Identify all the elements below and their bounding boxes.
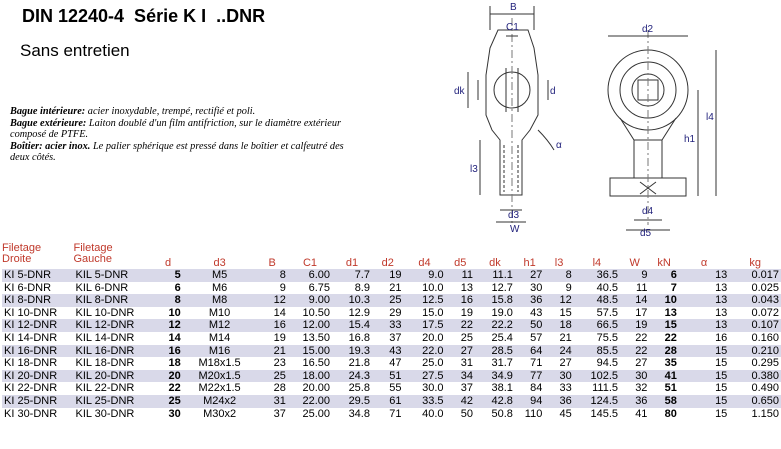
- table-cell: 15: [715, 357, 728, 370]
- dim-d2-label: d2: [642, 24, 654, 35]
- table-cell: M6: [211, 281, 228, 294]
- table-cell: 15: [679, 345, 729, 358]
- table-cell: 15: [649, 319, 678, 332]
- table-cell: 19: [460, 306, 473, 319]
- table-cell: 22: [168, 382, 181, 395]
- table-cell: 0.107: [729, 319, 781, 332]
- table-cell: 13: [664, 306, 677, 319]
- table-cell: 0.072: [751, 306, 779, 319]
- table-cell: 43: [530, 306, 543, 319]
- table-cell: 34.9: [475, 370, 515, 383]
- table-cell: 31: [460, 357, 473, 370]
- table-row: [2, 294, 781, 307]
- table-cell: KI 25-DNR: [2, 395, 73, 408]
- table-cell: 38.1: [491, 382, 513, 395]
- table-cell: M12: [183, 319, 257, 332]
- table-cell: 24: [544, 345, 573, 358]
- table-cell: 0.160: [751, 331, 779, 344]
- table-cell: 80: [664, 407, 677, 420]
- table-cell: 11: [446, 269, 475, 282]
- table-cell: 22.2: [475, 319, 515, 332]
- table-cell: M24x2: [183, 395, 257, 408]
- table-cell: 16: [256, 319, 288, 332]
- table-cell: 33: [559, 382, 572, 395]
- table-cell: 10.50: [302, 306, 331, 319]
- table-cell: 30.0: [422, 382, 444, 395]
- table-cell: 37: [460, 382, 473, 395]
- dim-l3-label: l3: [470, 164, 478, 175]
- table-cell: 40.0: [422, 407, 444, 420]
- table-cell: 6.00: [288, 269, 332, 282]
- table-cell: KIL 10-DNR: [75, 306, 135, 319]
- table-cell: 12: [153, 319, 182, 332]
- table-cell: M20x1.5: [183, 370, 257, 383]
- table-cell: 21: [559, 331, 572, 344]
- table-cell: 55: [389, 382, 402, 395]
- table-cell: 21: [256, 345, 288, 358]
- table-cell: 16: [446, 294, 475, 307]
- column-header: d1: [345, 257, 359, 269]
- table-cell: 13: [679, 269, 729, 282]
- table-cell: 23: [273, 357, 286, 370]
- table-row: [2, 282, 781, 295]
- table-cell: M16: [183, 345, 257, 358]
- table-cell: 8: [153, 294, 182, 307]
- table-row: [2, 332, 781, 345]
- table-cell: 0.650: [729, 395, 781, 408]
- table-cell: 25.4: [491, 331, 513, 344]
- table-cell: 47: [389, 357, 402, 370]
- table-cell: 8: [256, 269, 288, 282]
- table-cell: 11: [636, 281, 648, 294]
- table-cell: 50: [460, 407, 473, 420]
- table-cell: 25: [153, 395, 182, 408]
- table-cell: 10: [649, 294, 678, 307]
- table-cell: 51: [372, 370, 404, 383]
- table-row: [2, 370, 781, 383]
- table-cell: KI 14-DNR: [4, 331, 58, 344]
- dim-l4-label: l4: [706, 112, 714, 123]
- table-cell: 22: [664, 331, 677, 344]
- table-cell: 36: [515, 294, 544, 307]
- table-cell: M10: [208, 306, 231, 319]
- table-cell: 19.0: [491, 306, 513, 319]
- table-cell: KI 18-DNR: [4, 357, 58, 370]
- table-cell: 15.4: [332, 319, 372, 332]
- table-cell: 0.017: [729, 269, 781, 282]
- table-cell: M18x1.5: [198, 357, 241, 370]
- column-header: d3: [213, 257, 226, 269]
- table-cell: 27: [446, 345, 475, 358]
- table-cell: 77: [515, 370, 544, 383]
- table-header-row: [2, 242, 781, 269]
- table-cell: 85.5: [574, 345, 620, 358]
- table-cell: 30: [530, 281, 543, 294]
- table-row: [2, 395, 781, 408]
- table-cell: 94.5: [596, 357, 619, 370]
- table-cell: 20.00: [302, 382, 331, 395]
- table-cell: 40.5: [596, 281, 619, 294]
- table-cell: KI 30-DNR: [4, 407, 58, 420]
- table-cell: 27: [559, 357, 572, 370]
- table-cell: KI 6-DNR: [4, 281, 52, 294]
- table-cell: 30: [620, 370, 649, 383]
- table-cell: 15.0: [422, 306, 444, 319]
- table-cell: 30: [168, 407, 181, 420]
- table-cell: M30x2: [203, 407, 237, 420]
- table-cell: 18: [544, 319, 573, 332]
- table-cell: 61: [372, 395, 404, 408]
- material-description: [10, 106, 350, 164]
- table-cell: 71: [389, 407, 402, 420]
- table-cell: 9: [565, 281, 572, 294]
- dim-W-label: W: [510, 224, 520, 235]
- table-cell: 14: [273, 306, 286, 319]
- table-cell: KI 10-DNR: [4, 306, 58, 319]
- dim-dk-label: dk: [454, 86, 465, 97]
- dim-d4-label: d4: [642, 206, 654, 217]
- table-cell: 0.295: [751, 357, 779, 370]
- table-cell: 19.3: [332, 345, 372, 358]
- table-cell: 22: [635, 331, 648, 344]
- table-cell: 25.0: [422, 357, 444, 370]
- table-cell: 12.9: [348, 306, 370, 319]
- table-cell: 42: [446, 395, 475, 408]
- dim-d3-label: d3: [508, 210, 520, 221]
- table-cell: 18.00: [288, 370, 332, 383]
- column-header: d2: [381, 257, 394, 269]
- table-cell: 57.5: [596, 306, 619, 319]
- dimensions-table: [2, 242, 781, 420]
- table-cell: 15: [679, 395, 729, 408]
- inner-ring-note: Bague intérieure: acier inoxydable, trempé, rectifié et poli.: [10, 106, 256, 117]
- table-cell: KI 20-DNR: [2, 370, 73, 383]
- dim-h1-label: h1: [684, 134, 696, 145]
- rod-end-technical-drawing: [430, 0, 781, 236]
- table-cell: 12.5: [404, 294, 446, 307]
- table-row: [2, 319, 781, 332]
- table-cell: 124.5: [574, 395, 620, 408]
- table-cell: 14: [168, 331, 181, 344]
- column-header: α: [700, 257, 708, 269]
- table-cell: 5: [153, 269, 182, 282]
- table-cell: 25: [256, 370, 288, 383]
- table-cell: 22: [620, 345, 649, 358]
- table-cell: 16.50: [302, 357, 331, 370]
- table-cell: 24.3: [332, 370, 372, 383]
- table-cell: 36: [544, 395, 573, 408]
- table-cell: 16: [153, 345, 182, 358]
- table-cell: 7.7: [332, 269, 372, 282]
- table-row: [2, 345, 781, 358]
- table-cell: 64: [515, 345, 544, 358]
- dim-d5-label: d5: [640, 228, 652, 236]
- table-cell: KI 16-DNR: [2, 345, 73, 358]
- table-cell: 94: [515, 395, 544, 408]
- table-cell: 15.8: [475, 294, 515, 307]
- table-cell: 9.0: [404, 269, 446, 282]
- page-subtitle: Sans entretien: [20, 41, 130, 60]
- table-cell: M5: [183, 269, 257, 282]
- table-cell: 12: [544, 294, 573, 307]
- table-cell: 75.5: [596, 331, 619, 344]
- column-header: kg: [749, 257, 761, 269]
- table-cell: 58: [649, 395, 678, 408]
- table-cell: 15: [679, 370, 729, 383]
- table-cell: KIL 30-DNR: [75, 407, 135, 420]
- table-cell: 10: [168, 306, 181, 319]
- column-header: Filetage Gauche: [73, 242, 113, 265]
- table-cell: 25: [372, 294, 404, 307]
- table-cell: 19: [273, 331, 286, 344]
- dim-B-label: B: [510, 2, 517, 13]
- table-cell: KIL 12-DNR: [73, 319, 153, 332]
- table-cell: 9.00: [288, 294, 332, 307]
- table-cell: 13.50: [302, 331, 331, 344]
- table-cell: KIL 8-DNR: [73, 294, 153, 307]
- table-cell: 43: [372, 345, 404, 358]
- table-cell: 34.8: [348, 407, 370, 420]
- table-cell: 0.490: [751, 382, 779, 395]
- table-cell: 110: [524, 407, 543, 420]
- table-cell: 145.5: [590, 407, 619, 420]
- table-cell: 8.9: [354, 281, 370, 294]
- table-cell: 6: [174, 281, 181, 294]
- table-cell: 111.5: [592, 382, 619, 395]
- table-cell: KI 8-DNR: [2, 294, 73, 307]
- table-cell: 13: [679, 294, 729, 307]
- table-cell: KIL 16-DNR: [73, 345, 153, 358]
- column-header: dk: [489, 257, 501, 269]
- column-header: d4: [418, 257, 431, 269]
- table-cell: 13: [460, 281, 473, 294]
- table-cell: 34: [446, 370, 475, 383]
- table-cell: 36: [620, 395, 649, 408]
- table-row: [2, 307, 781, 320]
- table-cell: 21.8: [348, 357, 370, 370]
- table-cell: 25: [460, 331, 473, 344]
- table-cell: 31: [256, 395, 288, 408]
- table-cell: 16: [715, 331, 728, 344]
- table-cell: 6: [649, 269, 678, 282]
- table-cell: 33.5: [404, 395, 446, 408]
- table-cell: 8: [544, 269, 573, 282]
- dim-d-label: d: [550, 86, 556, 97]
- table-cell: 7: [670, 281, 677, 294]
- table-row: [2, 382, 781, 395]
- page-title: DIN 12240-4 Série K I ..DNR: [22, 6, 266, 26]
- table-cell: KIL 5-DNR: [73, 269, 153, 282]
- table-cell: 36.5: [574, 269, 620, 282]
- column-header: B: [268, 257, 276, 269]
- table-cell: 25.8: [348, 382, 370, 395]
- table-cell: 84: [530, 382, 543, 395]
- column-header: d5: [454, 257, 467, 269]
- table-cell: 15: [715, 407, 728, 420]
- table-cell: 22.0: [404, 345, 446, 358]
- table-cell: 13: [715, 281, 728, 294]
- table-cell: 12.00: [288, 319, 332, 332]
- table-row: [2, 269, 781, 282]
- table-cell: 66.5: [574, 319, 620, 332]
- table-cell: M14: [208, 331, 231, 344]
- column-header: kN: [657, 257, 671, 269]
- table-cell: 10.3: [332, 294, 372, 307]
- table-cell: 29: [389, 306, 402, 319]
- table-cell: 28.5: [475, 345, 515, 358]
- table-cell: KIL 22-DNR: [75, 382, 135, 395]
- table-cell: 45: [559, 407, 572, 420]
- table-cell: 51: [664, 382, 677, 395]
- table-cell: 10.0: [422, 281, 444, 294]
- table-cell: 11.1: [475, 269, 515, 282]
- table-cell: 19: [372, 269, 404, 282]
- table-cell: 13: [679, 319, 729, 332]
- table-cell: 0.380: [729, 370, 781, 383]
- table-cell: 30: [544, 370, 573, 383]
- table-cell: 48.5: [574, 294, 620, 307]
- table-cell: KIL 18-DNR: [75, 357, 135, 370]
- table-cell: KIL 14-DNR: [75, 331, 135, 344]
- table-cell: 28: [273, 382, 286, 395]
- table-cell: 42.8: [475, 395, 515, 408]
- table-cell: 15: [559, 306, 572, 319]
- table-cell: 50: [515, 319, 544, 332]
- table-cell: 22: [446, 319, 475, 332]
- table-cell: 12.7: [491, 281, 513, 294]
- table-cell: 15: [715, 382, 728, 395]
- table-cell: 18: [168, 357, 181, 370]
- table-cell: 0.025: [751, 281, 779, 294]
- table-row: [2, 357, 781, 370]
- column-header: l3: [554, 257, 564, 269]
- table-row: [2, 408, 781, 421]
- outer-ring-note: Bague extérieure: Laiton doublé d'un film antifriction, sur le diamètre extérieur composé de PTFE.: [10, 117, 342, 141]
- column-header: Filetage Droite: [2, 242, 42, 265]
- table-cell: 27.5: [404, 370, 446, 383]
- table-cell: 20: [153, 370, 182, 383]
- table-cell: M22x1.5: [198, 382, 241, 395]
- table-cell: 50.8: [491, 407, 513, 420]
- table-cell: KI 22-DNR: [4, 382, 58, 395]
- table-cell: KIL 6-DNR: [75, 281, 129, 294]
- column-header: l4: [592, 257, 602, 269]
- column-header: d: [165, 257, 172, 269]
- table-cell: 14: [620, 294, 649, 307]
- table-cell: 41: [635, 407, 648, 420]
- dim-C1-label: C1: [506, 22, 519, 33]
- column-header: W: [629, 257, 640, 269]
- table-cell: 37: [389, 331, 402, 344]
- table-cell: 102.5: [574, 370, 620, 383]
- table-cell: 21: [389, 281, 402, 294]
- column-header: h1: [523, 257, 536, 269]
- table-cell: 35: [664, 357, 677, 370]
- table-cell: KIL 20-DNR: [73, 370, 153, 383]
- table-cell: 15.00: [288, 345, 332, 358]
- table-cell: 17.5: [404, 319, 446, 332]
- table-cell: 41: [649, 370, 678, 383]
- table-cell: KI 5-DNR: [2, 269, 73, 282]
- table-cell: 37: [273, 407, 286, 420]
- table-cell: 27: [515, 269, 544, 282]
- column-header: C1: [302, 257, 317, 269]
- housing-note: Boîtier: acier inox. Le palier sphérique est pressé dans le boîtier et calfeutré des deux côtés.: [10, 140, 344, 164]
- table-cell: 16.8: [348, 331, 370, 344]
- table-cell: 6.75: [308, 281, 331, 294]
- table-cell: 0.043: [729, 294, 781, 307]
- table-cell: 9: [620, 269, 649, 282]
- table-cell: 12: [256, 294, 288, 307]
- table-cell: 32: [635, 382, 648, 395]
- table-cell: KIL 25-DNR: [73, 395, 153, 408]
- table-cell: 28: [649, 345, 678, 358]
- table-cell: 29.5: [332, 395, 372, 408]
- table-cell: 1.150: [751, 407, 779, 420]
- table-cell: 31.7: [491, 357, 513, 370]
- dim-alpha-label: α: [556, 140, 562, 151]
- table-cell: M8: [183, 294, 257, 307]
- table-cell: 13: [715, 306, 728, 319]
- table-cell: 19: [620, 319, 649, 332]
- table-cell: KI 12-DNR: [2, 319, 73, 332]
- table-cell: 22.00: [288, 395, 332, 408]
- table-cell: 33: [372, 319, 404, 332]
- table-body: [2, 269, 781, 420]
- table-cell: 0.210: [729, 345, 781, 358]
- table-cell: 17: [635, 306, 648, 319]
- table-cell: 27: [635, 357, 648, 370]
- table-cell: 25.00: [302, 407, 331, 420]
- table-cell: 57: [530, 331, 543, 344]
- table-cell: 20.0: [422, 331, 444, 344]
- table-cell: 9: [279, 281, 286, 294]
- table-cell: 71: [530, 357, 543, 370]
